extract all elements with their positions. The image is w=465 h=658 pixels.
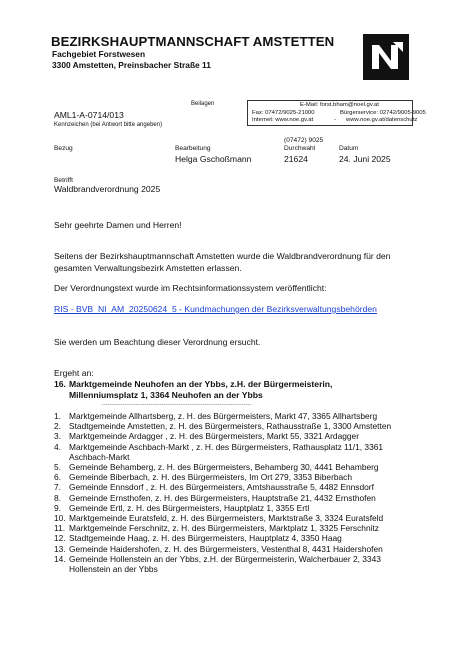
list-item — [54, 442, 434, 462]
contact-email: E-Mail: forst.bham@noel.gv.at — [300, 102, 379, 108]
list-item-text: Gemeinde Ernsthofen, z. H. des Bürgermeisters, Hauptstraße 21, 4432 Ernsthofen — [69, 492, 376, 503]
datum-label: Datum — [339, 145, 359, 152]
list-item — [54, 513, 434, 523]
list-item-text: Marktgemeinde Ferschnitz, z. H. des Bürgermeisters, Marktplatz 1, 3325 Ferschnitz — [69, 523, 379, 534]
list-item-number: 5. — [54, 462, 61, 473]
list-item-text: Marktgemeinde Aschbach-Markt , z. H. des Bürgermeisters, Rathausplatz 11/1, 3361 — [69, 441, 384, 452]
list-item-text: Gemeinde Behamberg, z. H. des Bürgermeisters, Behamberg 30, 4441 Behamberg — [69, 462, 379, 473]
contact-buergerservice: Bürgerservice: 02742/9005-9005 — [340, 109, 426, 116]
list-item — [54, 493, 434, 503]
noe-logo-icon — [363, 34, 409, 80]
list-item-text: Stadtgemeinde Haag, z. H. des Bürgermeisters, Hauptplatz 4, 3350 Haag — [69, 533, 342, 544]
list-item-text: Marktgemeinde Euratsfeld, z. H. des Bürgermeisters, Marktstraße 3, 3324 Euratsfeld — [69, 513, 384, 524]
list-item-text: Marktgemeinde Ardagger , z. H. des Bürgermeisters, Markt 55, 3321 Ardagger — [69, 431, 360, 442]
list-item — [54, 544, 434, 554]
list-item-number: 10. — [54, 513, 66, 524]
divider-line: -------------------------------------------------------------------------------- — [102, 402, 252, 408]
ris-link[interactable]: RIS - BVB_NI_AM_20250624_5 - Kundmachungen der Bezirksverwaltungsbehörden — [54, 304, 377, 314]
list-item-number: 3. — [54, 431, 61, 442]
bearbeitung-value: Helga Gschoßmann — [175, 154, 252, 164]
list-item-number: 13. — [54, 543, 66, 554]
list-item-text: Hollenstein an der Ybbs — [69, 564, 158, 575]
list-item-text: Aschbach-Markt — [69, 451, 130, 462]
list-item — [54, 431, 434, 441]
list-item-number: 7. — [54, 482, 61, 493]
recipient-list — [54, 411, 434, 574]
bezug-label: Bezug — [54, 145, 73, 152]
salutation: Sehr geehrte Damen und Herren! — [54, 220, 182, 230]
list-item-text: Gemeinde Biberbach, z. H. des Bürgermeisters, Im Ort 279, 3353 Biberbach — [69, 472, 353, 483]
subject-line: Waldbrandverordnung 2025 — [54, 184, 161, 194]
authority-address: 3300 Amstetten, Preinsbacher Straße 11 — [52, 60, 211, 70]
paragraph-1-line-2: gesamten Verwaltungsbezirk Amstetten erlassen. — [54, 263, 242, 273]
contact-separator: - — [334, 117, 336, 123]
reference-hint: Kennzeichen (bei Antwort bitte angeben) — [54, 122, 163, 128]
list-item-text: Gemeinde Hollenstein an der Ybbs, z.H. der Bürgermeisterin, Walcherbauer 2, 3343 — [69, 553, 381, 564]
list-item-text: Gemeinde Ennsdorf , z. H. des Bürgermeisters, Amtshausstraße 5, 4482 Ennsdorf — [69, 482, 374, 493]
list-item — [54, 462, 434, 472]
list-item — [54, 482, 434, 492]
contact-box — [247, 100, 426, 126]
datum-value: 24. Juni 2025 — [339, 154, 391, 164]
contact-fax: Fax: 07472/9025-21000 — [252, 109, 315, 116]
list-item — [54, 421, 434, 431]
recipient-line-1: Marktgemeinde Neuhofen an der Ybbs, z.H. der Bürgermeisterin, — [69, 379, 333, 389]
paragraph-3: Sie werden um Beachtung dieser Verordnung ersucht. — [54, 337, 261, 347]
betrifft-label: Betrifft — [54, 177, 73, 184]
list-item-number: 4. — [54, 441, 61, 452]
list-item — [54, 523, 434, 533]
list-item — [54, 533, 434, 543]
list-item-number: 8. — [54, 492, 61, 503]
reference-number: AML1-A-0714/013 — [54, 110, 124, 120]
list-item-number: 12. — [54, 533, 66, 544]
paragraph-1-line-1: Seitens der Bezirkshauptmannschaft Amstetten wurde die Waldbrandverordnung für den — [54, 251, 391, 261]
ergeht-an-label: Ergeht an: — [54, 368, 94, 378]
list-item — [54, 554, 434, 574]
list-item-number: 11. — [54, 523, 66, 534]
list-item-number: 1. — [54, 411, 61, 421]
list-item-text: Stadtgemeinde Amstetten, z. H. des Bürgermeisters, Rathausstraße 1, 3300 Amstetten — [69, 421, 392, 432]
list-item-number: 14. — [54, 553, 66, 564]
list-item-number: 9. — [54, 502, 61, 513]
list-item — [54, 411, 434, 421]
durchwahl-value: 21624 — [284, 154, 308, 164]
authority-title: BEZIRKSHAUPTMANNSCHAFT AMSTETTEN — [51, 34, 335, 49]
list-item-text: Marktgemeinde Allhartsberg, z. H. des Bürgermeisters, Markt 47, 3365 Allhartsberg — [69, 411, 378, 421]
beilagen-label: Beilagen — [191, 101, 215, 107]
list-item-number: 6. — [54, 472, 61, 483]
list-item-number: 2. — [54, 421, 61, 432]
recipient-number: 16. — [54, 379, 66, 389]
list-item-text: Gemeinde Ertl, z. H. des Bürgermeisters, Hauptplatz 1, 3355 Ertl — [69, 502, 310, 513]
list-item-text: Gemeinde Haidershofen, z. H. des Bürgermeisters, Vestenthal 8, 4431 Haidershofen — [69, 543, 383, 554]
contact-privacy-link: www.noe.gv.at/datenschutz — [346, 117, 418, 123]
phone-prefix: (07472) 9025 — [284, 137, 324, 144]
bearbeitung-label: Bearbeitung — [175, 145, 211, 152]
recipient-line-2: Millenniumsplatz 1, 3364 Neuhofen an der Ybbs — [69, 390, 263, 400]
list-item — [54, 503, 434, 513]
paragraph-2: Der Verordnungstext wurde im Rechtsinformationssystem veröffentlicht: — [54, 283, 327, 293]
department-name: Fachgebiet Forstwesen — [52, 49, 146, 59]
list-item — [54, 472, 434, 482]
durchwahl-label: Durchwahl — [284, 145, 316, 152]
contact-internet: Internet: www.noe.gv.at — [252, 117, 314, 123]
